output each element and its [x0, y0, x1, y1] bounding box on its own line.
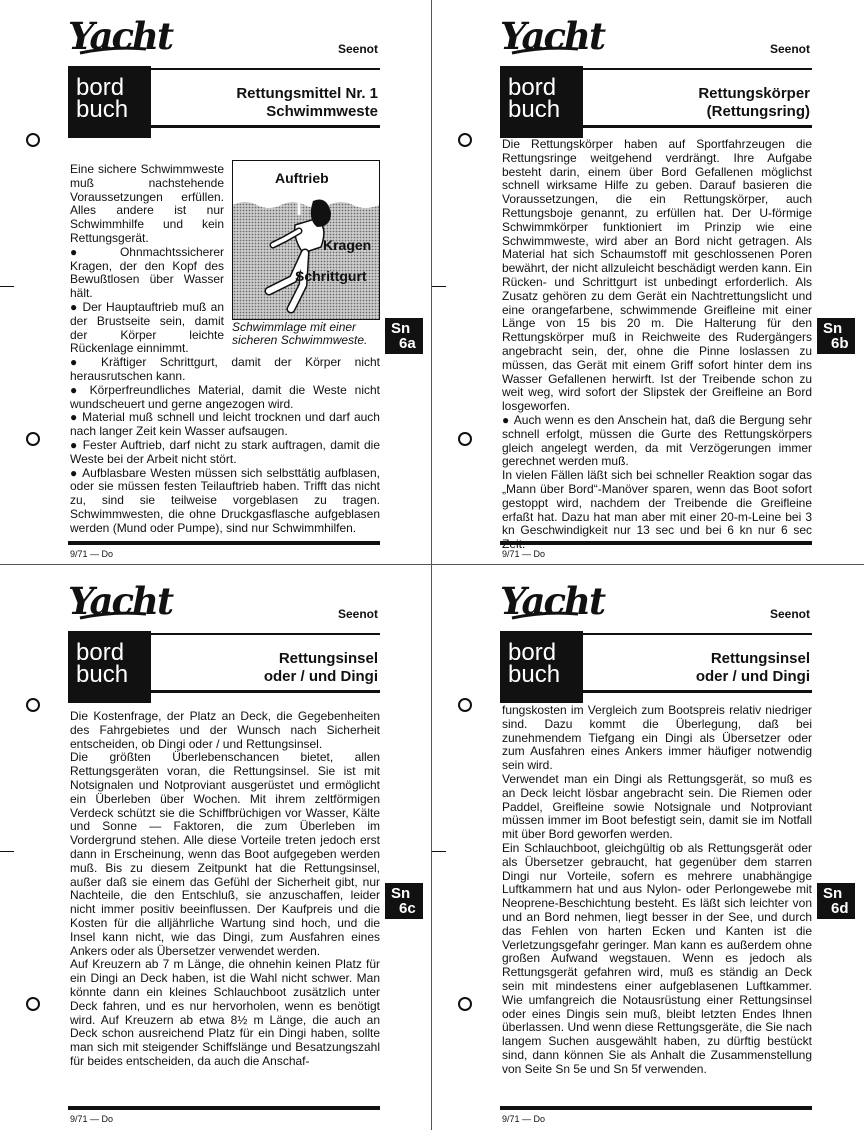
card-6b [432, 0, 864, 565]
paragraph: ● Auch wenn es den Anschein hat, daß die Bergung sehr schnell erfolgt, müssen die Gurte des Rettungskörpers gleich angelegt werden, da mit Verzögerungen immer gerechnet werden muß. [502, 414, 812, 469]
header-rule [583, 633, 812, 635]
header-rule-bottom [151, 125, 380, 128]
punch-hole [458, 698, 472, 712]
title-line: Rettungsmittel Nr. 1 [236, 85, 378, 102]
body-text [70, 710, 380, 1069]
card-body [502, 138, 812, 552]
yacht-logo [500, 8, 605, 64]
footer-rule [68, 1106, 380, 1110]
paragraph: ● Kräftiger Schrittgurt, damit der Körper nicht herausrutschen kann. [70, 356, 380, 384]
badge-line2: buch [508, 96, 561, 123]
index-tab [817, 883, 855, 919]
tab-top: Sn [823, 885, 843, 902]
yacht-logo [500, 573, 605, 629]
tab-bottom: 6d [831, 900, 849, 917]
footer-rule [68, 541, 380, 545]
footer-date: 9/71 — Do [502, 549, 546, 559]
card-6c [0, 565, 432, 1130]
card-body [502, 704, 812, 1077]
card-6d [432, 565, 864, 1130]
tab-bottom: 6b [831, 335, 849, 352]
card-title [158, 85, 378, 121]
header-rule [151, 68, 380, 70]
punch-hole [26, 432, 40, 446]
title-line: oder / und Dingi [695, 668, 810, 685]
bordbuch-badge [68, 631, 151, 703]
punch-hole [26, 698, 40, 712]
header-rule-bottom [151, 690, 380, 693]
header-rule [583, 68, 812, 70]
figure-label-schrittgurt: Schrittgurt [295, 268, 367, 284]
title-line: Rettungsinsel [710, 650, 810, 667]
paragraph: ● Material muß schnell und leicht trocknen und darf auch nach langer Zeit kein Wasser aufsaugen. [70, 411, 380, 439]
footer-date: 9/71 — Do [70, 1114, 114, 1124]
header-rule-bottom [583, 690, 812, 693]
footer-date: 9/71 — Do [70, 549, 114, 559]
section-label: Seenot [769, 42, 810, 56]
logo-text: Yacht [68, 14, 173, 58]
tab-top: Sn [391, 885, 411, 902]
logo-swoosh [78, 611, 148, 621]
punch-hole [26, 133, 40, 147]
tab-bottom: 6a [399, 335, 416, 352]
logo-swoosh [510, 46, 580, 56]
paragraph: ● Körperfreundliches Material, damit die Weste nicht wundscheuert und gerne angezogen wird. [70, 384, 380, 412]
paragraph: fungskosten im Vergleich zum Bootspreis relativ niedriger sind. Dazu kommt die Überlegung, daß bei zunehmendem Tiefgang ein Dingi als Übersetzer oder zum Ausfahren eines Ankers immer häufiger notwendig sein wird. [502, 703, 812, 773]
fold-mark [432, 286, 446, 287]
badge-line1: bord [76, 639, 125, 666]
paragraph: Auf Kreuzern ab 7 m Länge, die ohnehin keinen Platz für ein Dingi an Deck haben, ist die Wahl nicht schwer. Man könnte dann ein kleines Schlauchboot zusätzlich unter Deck fahren, und es nur hervorholen, wenn es benötigt wird. Auf Kreuzern ab etwa 8½ m Länge, die auch an Deck schon ausreichend Platz für ein Dingi haben, sollte man sich mit steigender Schiffslänge und Besatzungszahl für beides entscheiden, da auch die Anschaf- [70, 957, 380, 1068]
figure [232, 160, 380, 347]
tab-bottom: 6c [399, 900, 416, 917]
punch-hole [458, 997, 472, 1011]
card-title [590, 85, 810, 121]
card-body [70, 163, 380, 536]
body-text [502, 138, 812, 552]
logo-text: Yacht [68, 579, 173, 623]
card-title [158, 650, 378, 686]
figure-label-auftrieb: Auftrieb [275, 170, 329, 186]
yacht-logo [68, 573, 173, 629]
fold-mark [0, 851, 14, 852]
section-label: Seenot [337, 607, 378, 621]
paragraph: ● Ohnmachtssicherer Kragen, der den Kopf des Bewußtlosen über Wasser hält. [70, 246, 380, 301]
index-tab [817, 318, 855, 354]
tab-top: Sn [823, 320, 843, 337]
paragraph: Die Kostenfrage, der Platz an Deck, die Gegebenheiten des Fahrgebietes und der Wunsch nach Sicherheit entscheiden, ob Dingi oder / und Rettungsinsel. [70, 709, 380, 751]
logo-swoosh [510, 611, 580, 621]
card-title [590, 650, 810, 686]
logo-text: Yacht [500, 579, 605, 623]
logo-swoosh [78, 46, 148, 56]
punch-hole [458, 133, 472, 147]
bordbuch-badge [68, 66, 151, 138]
badge-line2: buch [76, 661, 129, 688]
index-tab [385, 318, 423, 354]
header-rule-bottom [583, 125, 812, 128]
paragraph: In vielen Fällen läßt sich bei schneller Reaktion sogar das „Mann über Bord“-Manöver sparen, wenn das Boot sofort gestoppt wird, nachdem der Treibende die Greifleine erfaßt hat. Dazu hat man aber mit einer 20-m-Leine bei 3 kn Geschwindigkeit nur 13 sec und bei 6 kn nur 6 sec [502, 468, 812, 538]
fold-mark [0, 286, 14, 287]
bordbuch-badge [500, 631, 583, 703]
badge-line1: bord [508, 639, 557, 666]
section-label: Seenot [337, 42, 378, 56]
paragraph: Eine sichere Schwimmweste muß nachstehende Voraussetzungen erfüllen. Alles andere ist nur Schwimmhilfe und kein Rettungsgerät. [70, 162, 224, 245]
punch-hole [458, 432, 472, 446]
lifejacket-illustration [232, 160, 380, 320]
paragraph: ● Aufblasbare Westen müssen sich selbsttätig aufblasen, oder sie müssen festen Teilauftrieb haben. Trifft das nicht zu, sind sie teilweise vorgeblasen zu tragen. Schwimmwesten, die ohne Druckgasflasche aufgeblasen werden (Mund oder Pumpe), sind nur Schwimmhilfen. [70, 467, 380, 536]
badge-line2: buch [76, 96, 129, 123]
badge-line1: bord [76, 74, 125, 101]
figure-label-kragen: Kragen [323, 237, 372, 253]
paragraph: ● Der Hauptauftrieb muß an der Brustseite sein, damit der Körper leichte Rückenlage einnimmt. [70, 301, 380, 356]
card-6a [0, 0, 432, 565]
footer-rule [500, 1106, 812, 1110]
title-line: Rettungskörper [698, 85, 810, 102]
card-body [70, 710, 380, 1069]
footer-date: 9/71 — Do [502, 1114, 546, 1124]
badge-line1: bord [508, 74, 557, 101]
yacht-logo [68, 8, 173, 64]
title-line: oder / und Dingi [263, 668, 378, 685]
fold-mark [432, 851, 446, 852]
title-line: Rettungsinsel [278, 650, 378, 667]
title-line: (Rettungsring) [706, 103, 810, 120]
index-tab [385, 883, 423, 919]
paragraph: Die Rettungskörper haben auf Sportfahrzeugen die Rettungsringe weitgehend verdrängt. Ihre Aufgabe besteht darin, einem über Bord Gefallenen möglichst schnell wirksame Hilfe zu geben. Darauf basieren die Voraussetzungen, die ein Rettungskörper, auch Rettungsboje genannt, zu erfüllen hat. Der U-förmige Schwimmkörper funktioniert im Prinzip wie eine Schwimmweste, wird aber an Bord nicht getragen. Als Material hat sich Schaumstoff mit geschlossenen Poren bewährt, der nicht allzuleicht beschädigt werden kann. Ein Rücken- und Schrittgurt ist unbedingt erforderlich. Als Zusatz gehören zu dem Gerät ein Nachtrettungslicht und eine orangefarbene, schwimmende Greifleine mit einer Länge von 15 bis 20 m. Die Halterung für den Rettungskörper muß in Reichweite des Rudergängers angebracht sein, der, ohne die Pinne loslassen zu müssen, das Gerät mit einem Griff sofort hinter dem ins Wasser Gefallenen herwirft. Ist der Treibende schon zu weit weg, wird sofort der Slipstek der Greifleine an Bord losgeworfen. [502, 137, 812, 414]
header-rule [151, 633, 380, 635]
logo-text: Yacht [500, 14, 605, 58]
figure-caption: Schwimmlage mit einer sicheren Schwimmweste. [232, 320, 368, 347]
badge-line2: buch [508, 661, 561, 688]
paragraph: Verwendet man ein Dingi als Rettungsgerät, so muß es an Deck leicht lösbar angebracht sein. Die Riemen oder Paddel, Greifleine sowie Notsignale und Notproviant müssen immer im Boot befestigt sein, damit sie im Notfall mit über Bord geworfen werden. [502, 771, 812, 842]
punch-hole [26, 997, 40, 1011]
bordbuch-badge [500, 66, 583, 138]
footer-rule [500, 541, 812, 545]
paragraph: Die größten Überlebenschancen bietet, allen Rettungsgeräten voran, die Rettungsinsel. Sie ist mit Notsignalen und Notproviant ausgerüstet und ermöglicht ein Überleben über Wochen. Mit ihrem zeltförmigen Verdeck schützt sie die Schiffbrüchigen vor Wasser, Kälte und Sonne — Faktoren, die zum Überleben im Vordergrund stehen. Alle diese Vorteile treten jedoch erst dann in Erscheinung, wenn das Boot aufgegeben werden muß. Bis zu diesem Zeitpunkt hat die Rettungsinsel, außer daß sie einem das Gefühl der Sicherheit gibt, nur Nachteile, die den Entschluß, sie anzuschaffen, leider nicht immer positiv beeinflussen. Der Kaufpreis und die Kosten für die alljährliche Wartung sind hoch, und die Insel kann nicht, wie das Dingi, zum Ausfahren eines Ankers oder als Übersetzer verwendet werden. [70, 750, 380, 958]
body-text [502, 704, 812, 1077]
section-label: Seenot [769, 607, 810, 621]
tab-top: Sn [391, 320, 411, 337]
title-line: Schwimmweste [266, 103, 378, 120]
paragraph: Ein Schlauchboot, gleichgültig ob als Rettungsgerät oder als Übersetzer gebraucht, hat gegenüber dem starren Dingi nur Vorteile, sofern es mehrere unabhängige Luftkammern hat und aus Nylon- oder Perlongewebe mit Neoprene-Beschichtung besteht. Es läßt sich leichter von und an Bord nehmen, liegt besser in der See, und durch das Fehlen von harten Ecken und Kanten ist die Verletzungsgefahr geringer. Man kann es außerdem ohne großen Aufwand wegstauen. Wenn es jedoch als Rettungsgerät gefahren wird, muß es ständig an Deck sein mit mindestens einer aufgeblasenen Luftkammer. Wie umfangreich die Notausrüstung einer Rettungsinsel oder eines Dingis sein muß, bleibt letzten Endes Ihnen überlassen. Und wenn diese Rettungsgeräte, die Sie nach langem Suchen ausgewählt haben, zu dürftig bestückt sind, dann können Sie als Anhalt die Zusammenstellung von Seite Sn 5e und Sn 5f verwenden. [502, 840, 812, 1076]
paragraph: ● Fester Auftrieb, darf nicht zu stark auftragen, damit die Weste bei der Arbeit nicht stört. [70, 439, 380, 467]
